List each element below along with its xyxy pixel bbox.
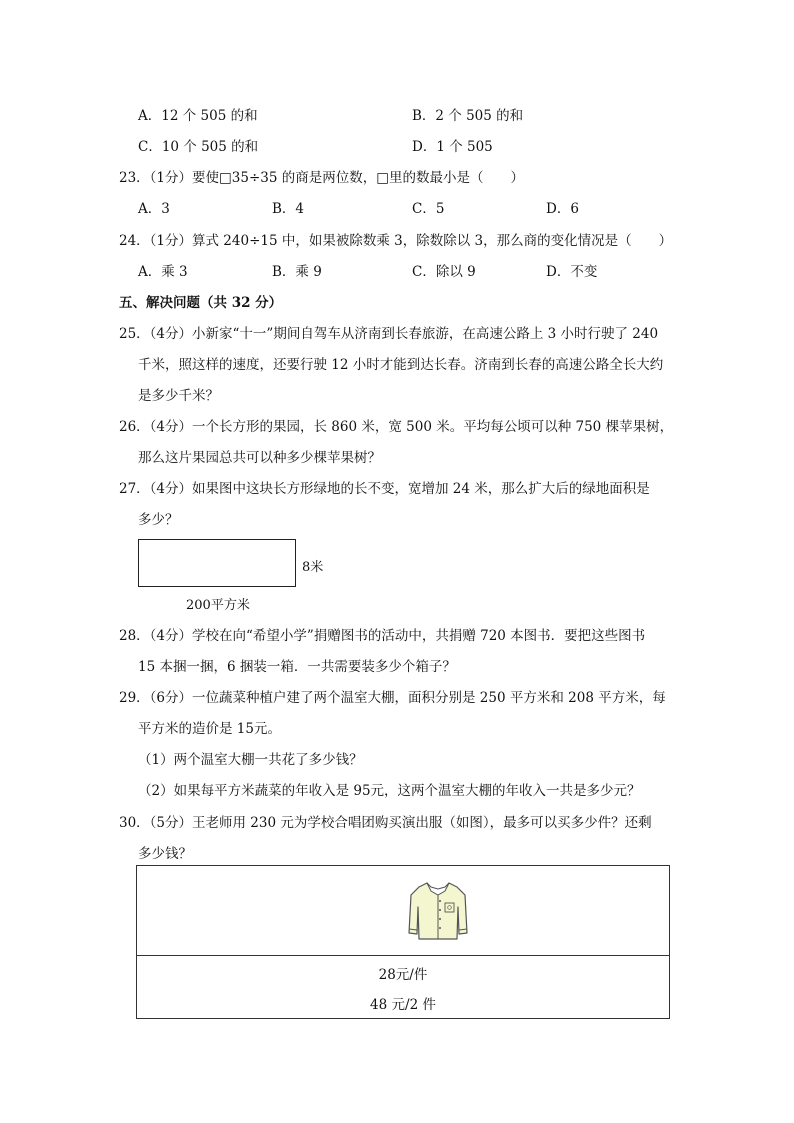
q22-option-a: A．12 个 505 的和 (138, 108, 258, 124)
q29-line-1: 29．（6分）一位蔬菜种植户建了两个温室大棚，面积分别是 250 平方米和 208 平方米，每 (119, 690, 666, 706)
section-title: 五、解决问题（共 32 分） (119, 295, 283, 311)
q25-line-2: 千米，照这样的速度，还要行驶 12 小时才能到达长春。济南到长春的高速公路全长大约 (138, 357, 664, 373)
q24-option-d: D．不变 (546, 264, 598, 280)
rectangle-width-label: 8米 (302, 560, 324, 575)
rectangle-figure (138, 539, 296, 587)
q24-text: 24．（1分）算式 240÷15 中，如果被除数乘 3，除数除以 3，那么商的变化情况是（ ） (119, 233, 673, 249)
table-divider (137, 955, 669, 956)
price-single: 28元/件 (378, 967, 428, 983)
q30-line-1: 30．（5分）王老师用 230 元为学校合唱团购买演出服（如图），最多可以买多少件？还剩 (119, 815, 652, 831)
q25-line-3: 是多少千米？ (138, 388, 219, 404)
q29-sub-1: （1）两个温室大棚一共花了多少钱？ (138, 752, 363, 768)
q30-line-2: 多少钱？ (138, 846, 192, 862)
q23-option-c: C．5 (412, 201, 445, 217)
q22-option-b: B．2 个 505 的和 (412, 108, 524, 124)
q27-line-1: 27．（4分）如果图中这块长方形绿地的长不变，宽增加 24 米，那么扩大后的绿地面积是 (119, 481, 650, 497)
q29-line-2: 平方米的造价是 15元。 (138, 721, 281, 737)
q24-option-b: B．乘 9 (272, 264, 322, 280)
q24-option-c: C．除以 9 (412, 264, 476, 280)
q23-option-a: A．3 (138, 201, 170, 217)
q25-line-1: 25．（4分）小新家“十一”期间自驾车从济南到长春旅游，在高速公路上 3 小时行驶了 240 (119, 326, 659, 342)
q23-option-d: D．6 (546, 201, 579, 217)
q27-line-2: 多少？ (138, 512, 179, 528)
q29-sub-2: （2）如果每平方米蔬菜的年收入是 95元，这两个温室大棚的年收入一共是多少元？ (138, 783, 641, 799)
q22-option-c: C．10 个 505 的和 (138, 139, 259, 155)
q28-line-2: 15 本捆一捆，6 捆装一箱．一共需要装多少个箱子？ (138, 659, 456, 675)
price-pair: 48 元/2 件 (370, 997, 436, 1013)
q26-line-1: 26．（4分）一个长方形的果园，长 860 米，宽 500 米。平均每公顷可以种 750 棵苹果树， (119, 419, 674, 435)
q26-line-2: 那么这片果园总共可以种多少棵苹果树？ (138, 450, 381, 466)
q23-text: 23．（1分）要使□35÷35 的商是两位数，□里的数最小是（ ） (119, 170, 524, 186)
q23-option-b: B．4 (272, 201, 305, 217)
q22-option-d: D．1 个 505 (412, 139, 493, 155)
price-table (136, 865, 670, 1019)
shirt-icon (405, 877, 471, 943)
rectangle-area-label: 200平方米 (186, 598, 250, 613)
q28-line-1: 28．（4分）学校在向“希望小学”捐赠图书的活动中，共捐赠 720 本图书．要把这些图书 (119, 628, 646, 644)
q24-option-a: A．乘 3 (138, 264, 188, 280)
